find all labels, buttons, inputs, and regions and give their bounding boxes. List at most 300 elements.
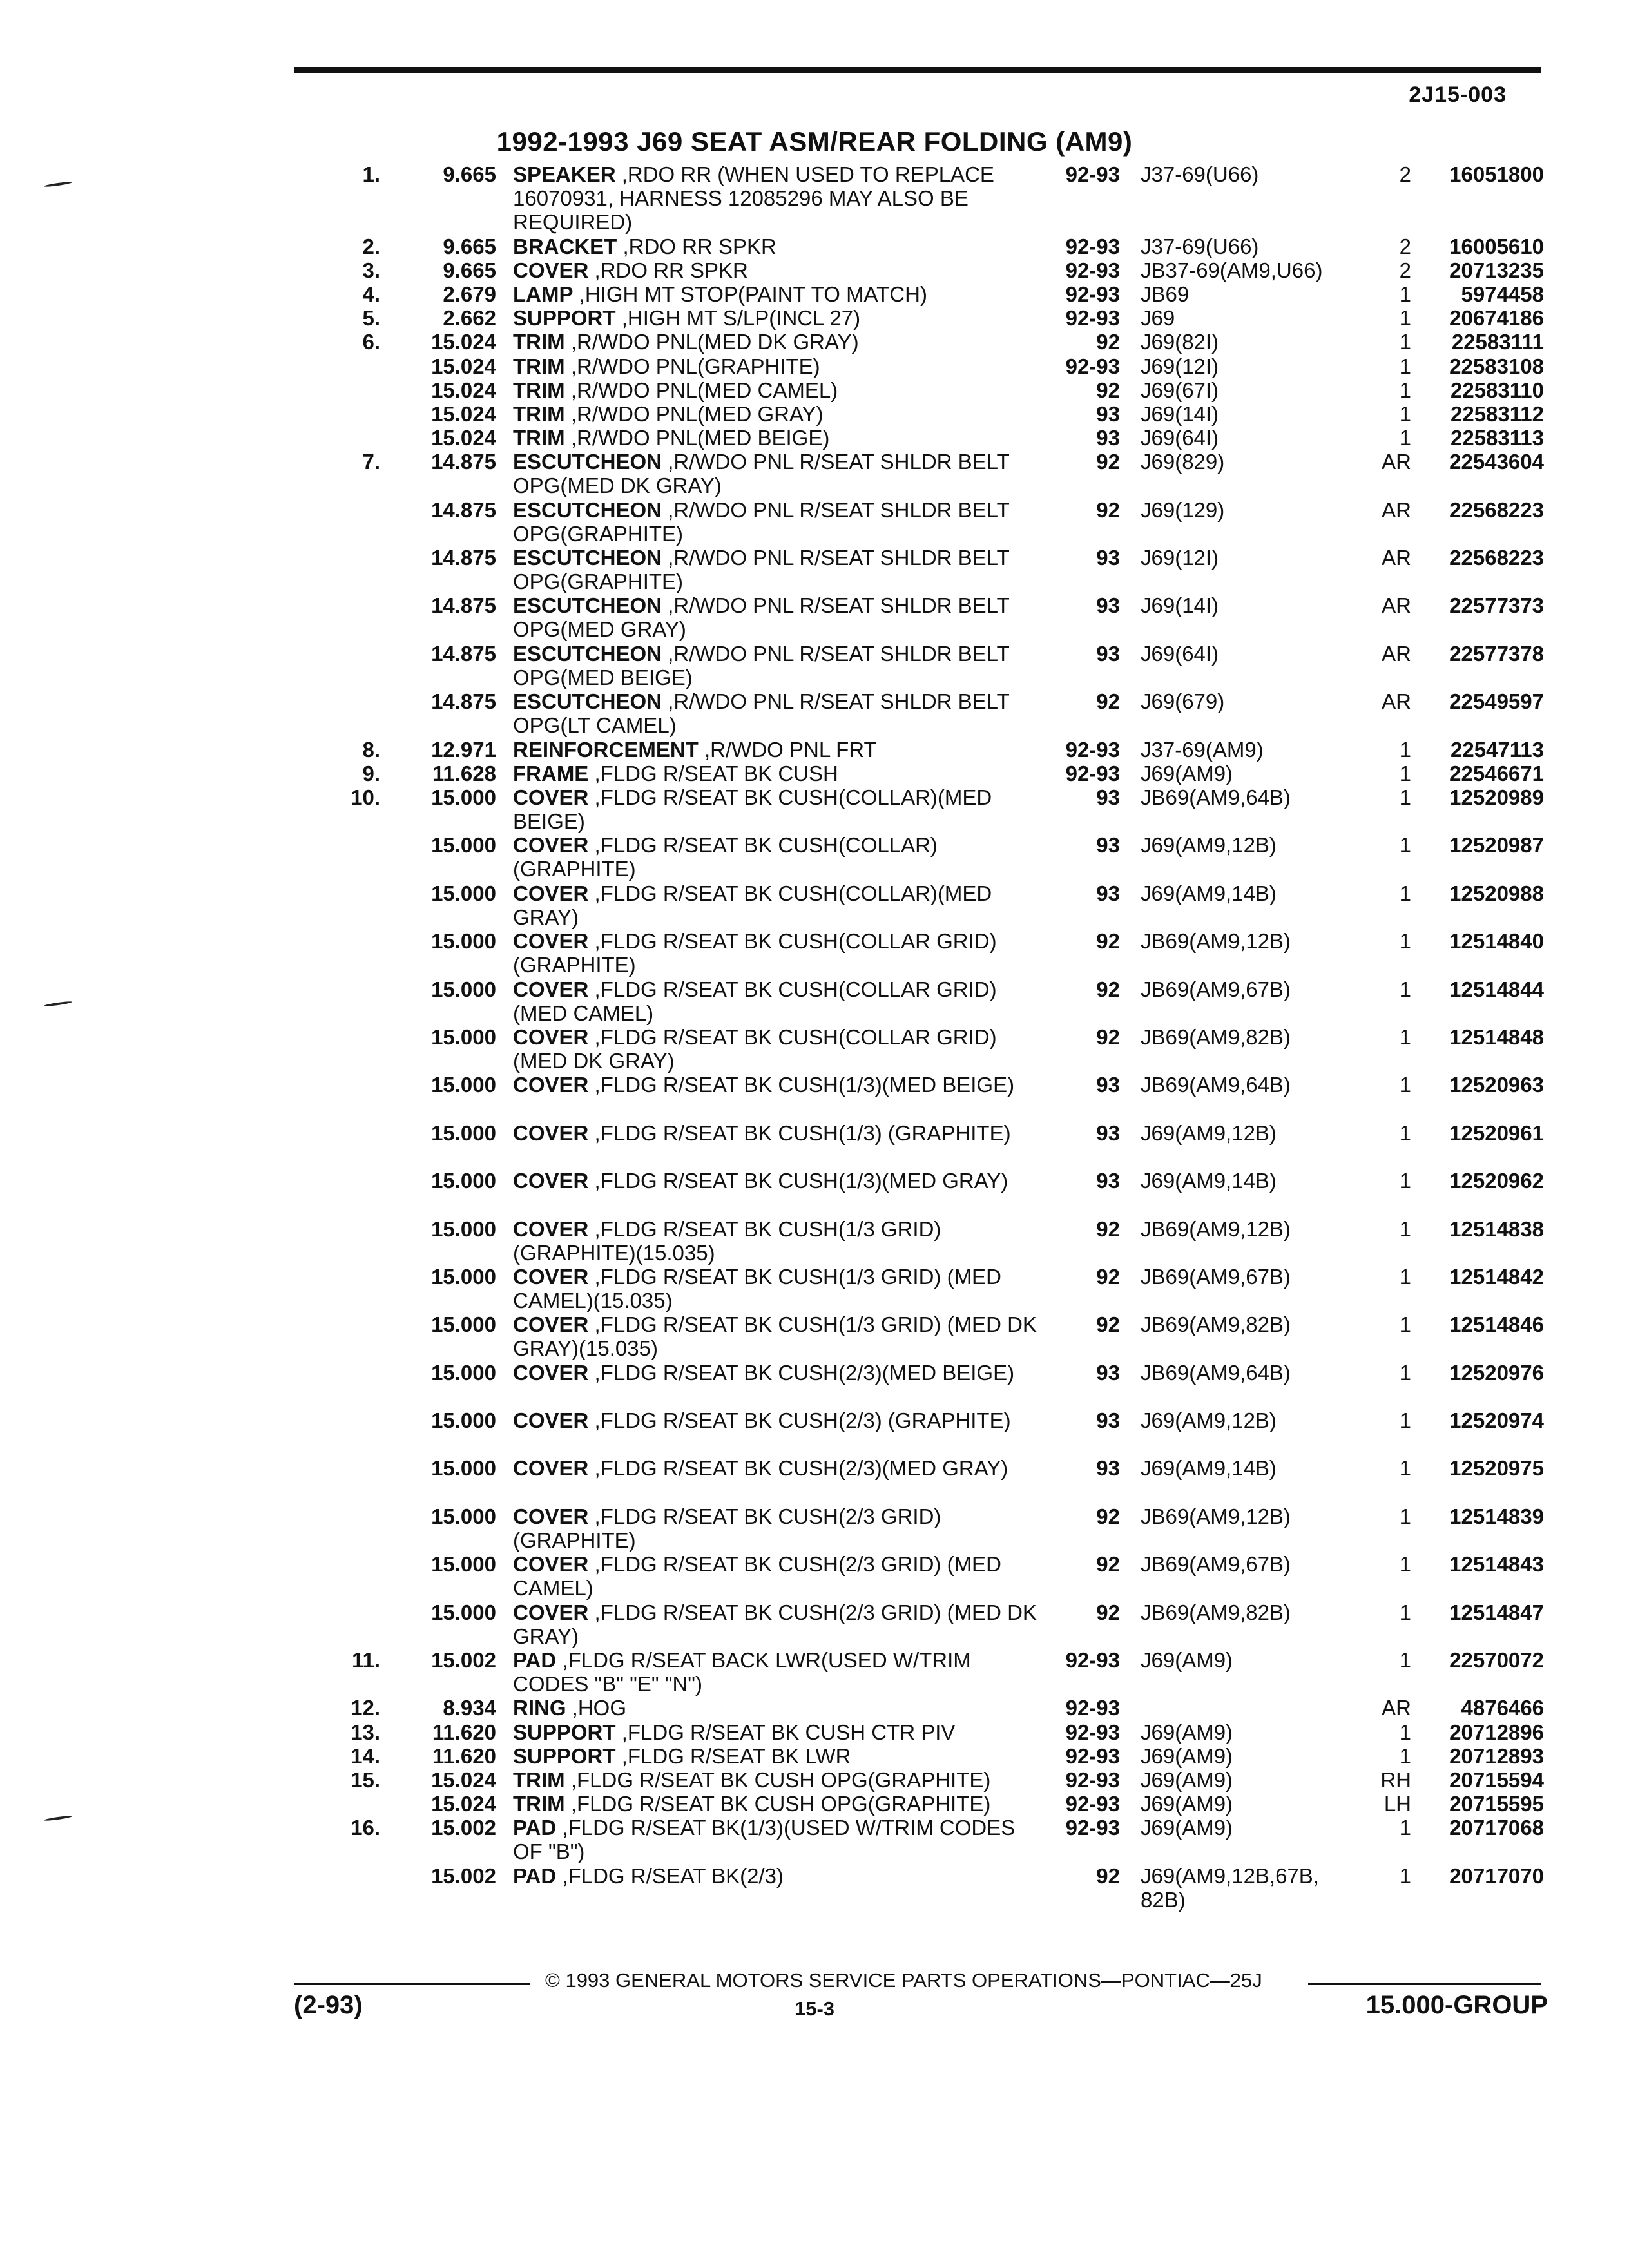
quantity: 1 [1399, 1863, 1411, 1888]
figure-number: 15. [351, 1767, 380, 1792]
part-name: TRIM [513, 426, 565, 450]
part-number: 12514848 [1449, 1024, 1544, 1049]
model-years: 92-93 [1065, 282, 1120, 306]
part-description [513, 498, 1041, 546]
model-years: 92-93 [1065, 162, 1120, 186]
copyright-notice: © 1993 GENERAL MOTORS SERVICE PARTS OPERATIONS—PONTIAC—25J [545, 1969, 1262, 1992]
usage-code: J69 [1141, 306, 1175, 331]
table-row [0, 1600, 1629, 1648]
group-number: 8.934 [443, 1696, 496, 1720]
part-name: RING [513, 1696, 566, 1720]
group-number: 14.875 [431, 593, 496, 618]
figure-number: 1. [362, 162, 380, 186]
model-years: 92-93 [1065, 737, 1120, 762]
model-years: 93 [1096, 546, 1120, 570]
part-detail: ,FLDG R/SEAT BK CUSH(COLLAR GRID) (MED CAMEL) [513, 977, 997, 1025]
part-name: COVER [513, 1120, 589, 1145]
quantity: 1 [1399, 282, 1411, 306]
group-number: 15.002 [431, 1816, 496, 1840]
part-description [513, 378, 1041, 402]
part-name: COVER [513, 833, 589, 858]
model-years: 92-93 [1065, 306, 1120, 331]
part-detail: ,R/WDO PNL(MED CAMEL) [564, 378, 838, 402]
table-row [0, 738, 1629, 762]
usage-code: J69(AM9,12B) [1141, 1408, 1277, 1433]
part-description [513, 1265, 1041, 1312]
figure-number: 11. [351, 1648, 380, 1673]
part-detail: ,FLDG R/SEAT BK CUSH(COLLAR) (GRAPHITE) [513, 833, 938, 881]
top-rule [294, 67, 1541, 73]
part-description [513, 258, 1041, 282]
group-number: 15.000 [431, 1600, 496, 1624]
table-row [0, 330, 1629, 354]
group-number: 15.002 [431, 1648, 496, 1673]
part-number: 20713235 [1449, 258, 1544, 282]
model-years: 92 [1096, 1863, 1120, 1888]
part-number: 20715595 [1449, 1792, 1544, 1816]
group-number: 11.620 [432, 1720, 496, 1744]
model-years: 93 [1096, 833, 1120, 858]
part-description [513, 282, 1041, 306]
table-row [0, 977, 1629, 1025]
part-number: 12520974 [1449, 1408, 1544, 1433]
quantity: LH [1383, 1792, 1411, 1816]
part-description [513, 330, 1041, 354]
part-detail: ,FLDG R/SEAT BK CUSH(2/3)(MED BEIGE) [588, 1360, 1015, 1385]
part-name: COVER [513, 1169, 589, 1193]
figure-number: 2. [362, 234, 380, 258]
part-description [513, 306, 1041, 330]
group-number: 15.000 [431, 1312, 496, 1337]
part-number: 12520963 [1449, 1073, 1544, 1097]
group-number: 15.002 [431, 1863, 496, 1888]
quantity: 1 [1399, 1816, 1411, 1840]
usage-code: J69(AM9) [1141, 1767, 1233, 1792]
part-description [513, 929, 1041, 977]
group-number: 15.000 [431, 881, 496, 905]
part-detail: ,R/WDO PNL(MED BEIGE) [564, 426, 830, 450]
group-number: 15.000 [431, 1073, 496, 1097]
group-number: 15.000 [431, 1456, 496, 1481]
quantity: AR [1382, 450, 1411, 474]
part-number: 12514838 [1449, 1216, 1544, 1241]
figure-number: 9. [362, 761, 380, 785]
table-row [0, 402, 1629, 426]
group-number: 15.024 [431, 1767, 496, 1792]
part-number: 12520975 [1449, 1456, 1544, 1481]
part-number: 22583113 [1450, 426, 1544, 450]
quantity: 1 [1399, 761, 1411, 785]
part-detail: ,HIGH MT STOP(PAINT TO MATCH) [573, 282, 927, 306]
part-description [513, 1073, 1041, 1097]
table-row [0, 881, 1629, 929]
part-description [513, 1648, 1041, 1696]
quantity: RH [1380, 1767, 1411, 1792]
part-description [513, 354, 1041, 378]
quantity: 1 [1399, 426, 1411, 450]
figure-number: 14. [351, 1744, 380, 1768]
usage-code: J69(14I) [1141, 401, 1219, 426]
table-row [0, 546, 1629, 593]
quantity: 1 [1399, 1312, 1411, 1337]
part-description [513, 1768, 1041, 1792]
table-row [0, 1025, 1629, 1073]
part-name: PAD [513, 1863, 557, 1888]
part-description [513, 1408, 1041, 1432]
part-number: 12520988 [1449, 881, 1544, 905]
part-name: COVER [513, 1264, 589, 1289]
part-detail: ,FLDG R/SEAT BK CUSH OPG(GRAPHITE) [564, 1792, 991, 1816]
part-description [513, 1792, 1041, 1816]
usage-code: J69(67I) [1141, 378, 1219, 402]
usage-code: J69(AM9,12B) [1141, 833, 1277, 858]
group-number: 15.024 [431, 1792, 496, 1816]
model-years: 92-93 [1065, 258, 1120, 282]
usage-code: JB69(AM9,67B) [1141, 977, 1291, 1001]
model-years: 92 [1096, 1600, 1120, 1624]
table-row [0, 1720, 1629, 1744]
part-name: SUPPORT [513, 1720, 616, 1744]
group-number: 15.000 [431, 1169, 496, 1193]
usage-code: JB69(AM9,67B) [1141, 1552, 1291, 1577]
part-description [513, 1600, 1041, 1648]
part-number: 12520989 [1449, 785, 1544, 809]
table-row [0, 162, 1629, 235]
quantity: 1 [1399, 1456, 1411, 1481]
model-years: 93 [1096, 401, 1120, 426]
part-detail: ,FLDG R/SEAT BK CUSH [588, 761, 838, 785]
part-number: 22583111 [1451, 330, 1544, 354]
part-detail: ,FLDG R/SEAT BK CUSH CTR PIV [615, 1720, 956, 1744]
usage-code: J69(14I) [1141, 593, 1219, 618]
quantity: 1 [1399, 1169, 1411, 1193]
usage-code: JB37-69(AM9,U66) [1141, 258, 1323, 282]
model-years: 92 [1096, 1504, 1120, 1528]
part-name: COVER [513, 1456, 589, 1481]
page-number: 15-3 [794, 1997, 835, 2020]
part-number: 4876466 [1461, 1696, 1544, 1720]
part-name: ESCUTCHEON [513, 641, 662, 666]
table-row [0, 1456, 1629, 1504]
table-row [0, 762, 1629, 785]
usage-code: JB69(AM9,82B) [1141, 1312, 1291, 1337]
table-row [0, 1504, 1629, 1552]
part-description [513, 235, 1041, 258]
part-detail: ,FLDG R/SEAT BK CUSH(1/3) (GRAPHITE) [588, 1120, 1011, 1145]
figure-number: 16. [351, 1816, 380, 1840]
part-detail: ,FLDG R/SEAT BK CUSH(2/3 GRID) (GRAPHITE) [513, 1504, 941, 1552]
group-number: 15.000 [431, 833, 496, 858]
part-detail: ,RDO RR (WHEN USED TO REPLACE 16070931, HARNESS 12085296 MAY ALSO BE REQUIRED) [513, 162, 994, 234]
part-description [513, 785, 1041, 833]
usage-code: J69(AM9) [1141, 761, 1233, 785]
part-number: 12520987 [1449, 833, 1544, 858]
part-detail: ,FLDG R/SEAT BK CUSH(1/3)(MED GRAY) [588, 1169, 1008, 1193]
part-detail: ,HOG [566, 1696, 627, 1720]
part-number: 22547113 [1450, 737, 1544, 762]
group-number: 2.662 [443, 306, 496, 331]
model-years: 92 [1096, 1216, 1120, 1241]
part-detail: ,FLDG R/SEAT BK CUSH(COLLAR)(MED BEIGE) [513, 785, 992, 833]
group-number: 15.000 [431, 785, 496, 809]
part-description [513, 593, 1041, 641]
model-years: 93 [1096, 641, 1120, 666]
group-number: 11.628 [432, 761, 496, 785]
usage-code: JB69(AM9,82B) [1141, 1600, 1291, 1624]
model-years: 92-93 [1065, 1696, 1120, 1720]
group-number: 15.024 [431, 401, 496, 426]
part-detail: ,HIGH MT S/LP(INCL 27) [615, 306, 861, 331]
quantity: 1 [1399, 785, 1411, 809]
table-row [0, 1768, 1629, 1792]
model-years: 92 [1096, 1552, 1120, 1577]
figure-number: 12. [351, 1696, 380, 1720]
group-number: 15.000 [431, 1408, 496, 1433]
part-name: SPEAKER [513, 162, 616, 186]
quantity: 1 [1399, 1360, 1411, 1385]
group-number: 9.665 [443, 234, 496, 258]
part-name: COVER [513, 1600, 589, 1624]
part-number: 22568223 [1449, 546, 1544, 570]
model-years: 93 [1096, 1456, 1120, 1481]
part-description [513, 1025, 1041, 1073]
part-name: ESCUTCHEON [513, 593, 662, 618]
model-years: 93 [1096, 1360, 1120, 1385]
quantity: 1 [1399, 1552, 1411, 1577]
model-years: 92-93 [1065, 234, 1120, 258]
part-number: 12520976 [1449, 1360, 1544, 1385]
part-detail: ,FLDG R/SEAT BK CUSH(COLLAR GRID) (MED DK GRAY) [513, 1024, 997, 1073]
model-years: 92 [1096, 1264, 1120, 1289]
part-detail: ,RDO RR SPKR [588, 258, 748, 282]
part-description [513, 450, 1041, 497]
footer-rule-right [1308, 1983, 1541, 1985]
part-name: COVER [513, 1216, 589, 1241]
group-number: 15.000 [431, 929, 496, 954]
part-number: 20717068 [1449, 1816, 1544, 1840]
usage-code: J69(12I) [1141, 354, 1219, 378]
group-number: 12.971 [431, 737, 496, 762]
model-years: 92 [1096, 330, 1120, 354]
part-name: TRIM [513, 378, 565, 402]
part-name: COVER [513, 929, 589, 954]
group-number: 15.000 [431, 977, 496, 1001]
quantity: 2 [1399, 234, 1411, 258]
part-detail: ,FLDG R/SEAT BK(2/3) [556, 1863, 784, 1888]
part-detail: ,FLDG R/SEAT BK CUSH(1/3 GRID) (MED DK GRAY)(15.035) [513, 1312, 1037, 1361]
part-detail: ,R/WDO PNL R/SEAT SHLDR BELT OPG(GRAPHITE) [513, 497, 1010, 546]
quantity: 1 [1399, 1216, 1411, 1241]
part-name: TRIM [513, 401, 565, 426]
quantity: 2 [1399, 162, 1411, 186]
model-years: 93 [1096, 785, 1120, 809]
part-name: TRIM [513, 354, 565, 378]
part-description [513, 1456, 1041, 1480]
usage-code: J69(AM9) [1141, 1744, 1233, 1768]
table-row [0, 785, 1629, 833]
part-name: SUPPORT [513, 306, 616, 331]
figure-number: 8. [362, 737, 380, 762]
part-description [513, 738, 1041, 762]
usage-code: J69(AM9,14B) [1141, 1169, 1277, 1193]
model-years: 93 [1096, 426, 1120, 450]
part-detail: ,R/WDO PNL(GRAPHITE) [564, 354, 820, 378]
part-description [513, 689, 1041, 737]
quantity: 2 [1399, 258, 1411, 282]
page-code: 2J15-003 [1409, 82, 1507, 107]
group-number: 15.024 [431, 354, 496, 378]
part-number: 16051800 [1449, 162, 1544, 186]
group-number: 14.875 [431, 497, 496, 522]
part-name: SUPPORT [513, 1744, 616, 1768]
usage-code: J69(64I) [1141, 426, 1219, 450]
group-number: 14.875 [431, 689, 496, 714]
model-years: 92-93 [1065, 1767, 1120, 1792]
table-row [0, 378, 1629, 402]
part-number: 22583112 [1450, 401, 1544, 426]
part-detail: ,FLDG R/SEAT BK CUSH(1/3 GRID) (MED CAMEL)(15.035) [513, 1264, 1001, 1312]
figure-number: 4. [362, 282, 380, 306]
part-detail: ,FLDG R/SEAT BK LWR [615, 1744, 851, 1768]
part-name: COVER [513, 1408, 589, 1433]
table-row [0, 1816, 1629, 1863]
quantity: 1 [1399, 1073, 1411, 1097]
figure-number: 10. [351, 785, 380, 809]
figure-number: 7. [362, 450, 380, 474]
quantity: 1 [1399, 881, 1411, 905]
quantity: 1 [1399, 1024, 1411, 1049]
group-number: 14.875 [431, 546, 496, 570]
part-number: 22549597 [1449, 689, 1544, 714]
part-detail: ,FLDG R/SEAT BK CUSH(2/3 GRID) (MED DK GRAY) [513, 1600, 1037, 1648]
table-row [0, 1217, 1629, 1265]
footer-rule-left [294, 1983, 530, 1985]
quantity: AR [1382, 1696, 1411, 1720]
part-name: REINFORCEMENT [513, 737, 699, 762]
group-number: 15.000 [431, 1120, 496, 1145]
part-number: 12514847 [1449, 1600, 1544, 1624]
part-name: COVER [513, 881, 589, 905]
table-row [0, 1265, 1629, 1312]
part-number: 22577373 [1449, 593, 1544, 618]
quantity: 1 [1399, 833, 1411, 858]
group-number: 15.000 [431, 1024, 496, 1049]
usage-code: JB69(AM9,12B) [1141, 929, 1291, 954]
quantity: 1 [1399, 354, 1411, 378]
model-years: 93 [1096, 593, 1120, 618]
table-row [0, 833, 1629, 881]
part-detail: ,R/WDO PNL FRT [698, 737, 877, 762]
figure-number: 13. [351, 1720, 380, 1744]
quantity: 1 [1399, 1744, 1411, 1768]
part-detail: ,R/WDO PNL(MED DK GRAY) [564, 330, 859, 354]
model-years: 93 [1096, 1169, 1120, 1193]
part-description [513, 1504, 1041, 1552]
part-detail: ,FLDG R/SEAT BK(1/3)(USED W/TRIM CODES OF "B") [513, 1816, 1016, 1864]
part-name: ESCUTCHEON [513, 689, 662, 714]
table-row [0, 258, 1629, 282]
quantity: 1 [1399, 1600, 1411, 1624]
model-years: 92-93 [1065, 1720, 1120, 1744]
table-row [0, 426, 1629, 450]
part-name: TRIM [513, 330, 565, 354]
part-number: 22543604 [1449, 450, 1544, 474]
quantity: 1 [1399, 1408, 1411, 1433]
table-row [0, 450, 1629, 497]
part-detail: ,R/WDO PNL R/SEAT SHLDR BELT OPG(MED BEIGE) [513, 641, 1010, 689]
usage-code: JB69(AM9,82B) [1141, 1024, 1291, 1049]
part-number: 20712893 [1449, 1744, 1544, 1768]
part-detail: ,FLDG R/SEAT BK CUSH(1/3)(MED BEIGE) [588, 1073, 1015, 1097]
usage-code: JB69 [1141, 282, 1190, 306]
part-description [513, 1696, 1041, 1720]
part-number: 20674186 [1449, 306, 1544, 331]
usage-code: J69(AM9) [1141, 1792, 1233, 1816]
model-years: 92-93 [1065, 1816, 1120, 1840]
part-number: 5974458 [1461, 282, 1544, 306]
model-years: 92 [1096, 689, 1120, 714]
part-detail: ,FLDG R/SEAT BK CUSH(2/3 GRID) (MED CAMEL) [513, 1552, 1001, 1600]
part-number: 22570072 [1449, 1648, 1544, 1673]
part-name: COVER [513, 1360, 589, 1385]
part-detail: ,R/WDO PNL R/SEAT SHLDR BELT OPG(GRAPHITE) [513, 546, 1010, 594]
table-row [0, 282, 1629, 306]
usage-code: JB69(AM9,64B) [1141, 1360, 1291, 1385]
part-description [513, 1552, 1041, 1600]
group-number: 14.875 [431, 450, 496, 474]
usage-code: J69(64I) [1141, 641, 1219, 666]
part-description [513, 762, 1041, 785]
group-number: 15.000 [431, 1360, 496, 1385]
model-years: 92 [1096, 450, 1120, 474]
table-row [0, 642, 1629, 689]
part-description [513, 1121, 1041, 1145]
quantity: 1 [1399, 1648, 1411, 1673]
usage-code: J69(AM9,14B) [1141, 1456, 1277, 1481]
part-description [513, 1816, 1041, 1863]
figure-number: 3. [362, 258, 380, 282]
usage-code: J69(AM9) [1141, 1648, 1233, 1673]
part-name: COVER [513, 1552, 589, 1577]
model-years: 92-93 [1065, 1648, 1120, 1673]
usage-code: J69(AM9) [1141, 1816, 1233, 1840]
model-years: 92 [1096, 497, 1120, 522]
group-number: 11.620 [432, 1744, 496, 1768]
parts-list [0, 162, 1629, 1912]
quantity: 1 [1399, 1120, 1411, 1145]
table-row [0, 1121, 1629, 1169]
part-detail: ,R/WDO PNL(MED GRAY) [564, 401, 824, 426]
part-name: COVER [513, 258, 589, 282]
part-name: COVER [513, 1024, 589, 1049]
part-name: COVER [513, 1504, 589, 1528]
quantity: 1 [1399, 401, 1411, 426]
part-name: FRAME [513, 761, 589, 785]
usage-code: J37-69(U66) [1141, 234, 1259, 258]
usage-code: J69(AM9,12B) [1141, 1120, 1277, 1145]
usage-code: JB69(AM9,12B) [1141, 1504, 1291, 1528]
part-number: 16005610 [1449, 234, 1544, 258]
table-row [0, 593, 1629, 641]
quantity: 1 [1399, 1504, 1411, 1528]
group-number: 15.000 [431, 1264, 496, 1289]
part-description [513, 402, 1041, 426]
usage-code: J69(129) [1141, 497, 1225, 522]
quantity: 1 [1399, 1720, 1411, 1744]
revision-date: (2-93) [294, 1991, 363, 2019]
part-description [513, 1217, 1041, 1265]
model-years: 92 [1096, 1024, 1120, 1049]
